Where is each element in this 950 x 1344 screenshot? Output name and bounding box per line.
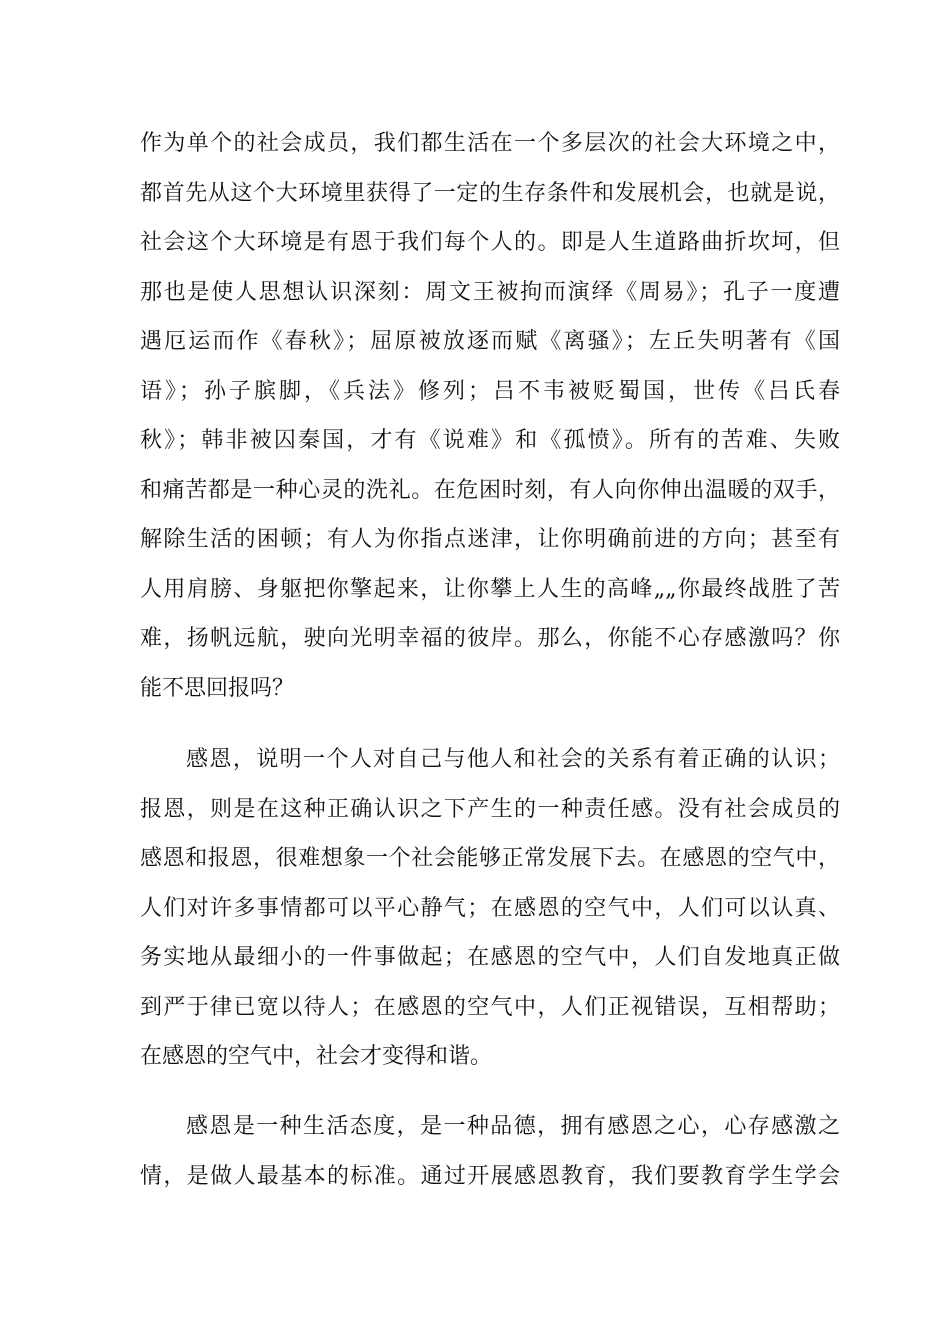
text-line: 解除生活的困顿；有人为你指点迷津，让你明确前进的方向；甚至有 — [140, 527, 840, 552]
text-line: 人用肩膀、身躯把你擎起来，让你攀上人生的高峰„„你最终战胜了苦 — [140, 576, 840, 602]
text-line: 报恩，则是在这种正确认识之下产生的一种责任感。没有社会成员的 — [140, 796, 840, 822]
text-line: 难，扬帆远航，驶向光明幸福的彼岸。那么，你能不心存感激吗？你 — [140, 626, 840, 651]
paragraph-2 — [140, 735, 840, 1082]
text-line: 情，是做人最基本的标准。通过开展感恩教育，我们要教育学生学会 — [140, 1163, 840, 1189]
text-line: 到严于律已宽以待人；在感恩的空气中，人们正视错误，互相帮助； — [140, 994, 840, 1020]
text-line: 语》；孙子膑脚，《兵法》修列；吕不韦被贬蜀国，世传《吕氏春 — [140, 378, 840, 404]
text-line: 那也是使人思想认识深刻：周文王被拘而演绎《周易》；孔子一度遭 — [140, 279, 840, 305]
text-line: 和痛苦都是一种心灵的洗礼。在危困时刻，有人向你伸出温暖的双手， — [140, 477, 840, 503]
text-line: 务实地从最细小的一件事做起；在感恩的空气中，人们自发地真正做 — [140, 945, 840, 970]
text-line: 感恩是一种生活态度，是一种品德，拥有感恩之心，心存感激之 — [186, 1114, 840, 1139]
text-line: 遇厄运而作《春秋》；屈原被放逐而赋《离骚》；左丘失明著有《国 — [140, 329, 840, 354]
paragraph-3 — [140, 1102, 840, 1201]
text-line: 感恩和报恩，很难想象一个社会能够正常发展下去。在感恩的空气中， — [140, 846, 840, 871]
text-line: 感恩，说明一个人对自己与他人和社会的关系有着正确的认识； — [186, 747, 840, 772]
text-line: 社会这个大环境是有恩于我们每个人的。即是人生道路曲折坎坷，但 — [140, 230, 840, 255]
text-line: 都首先从这个大环境里获得了一定的生存条件和发展机会，也就是说， — [140, 180, 840, 206]
paragraph-1 — [140, 119, 840, 713]
text-line: 在感恩的空气中，社会才变得和谐。 — [140, 1044, 493, 1069]
text-line: 作为单个的社会成员，我们都生活在一个多层次的社会大环境之中， — [140, 131, 840, 156]
text-line: 能不思回报吗？ — [140, 675, 295, 701]
text-line: 秋》；韩非被囚秦国，才有《说难》和《孤愤》。所有的苦难、失败 — [140, 428, 840, 453]
text-line: 人们对许多事情都可以平心静气；在感恩的空气中，人们可以认真、 — [140, 895, 840, 921]
